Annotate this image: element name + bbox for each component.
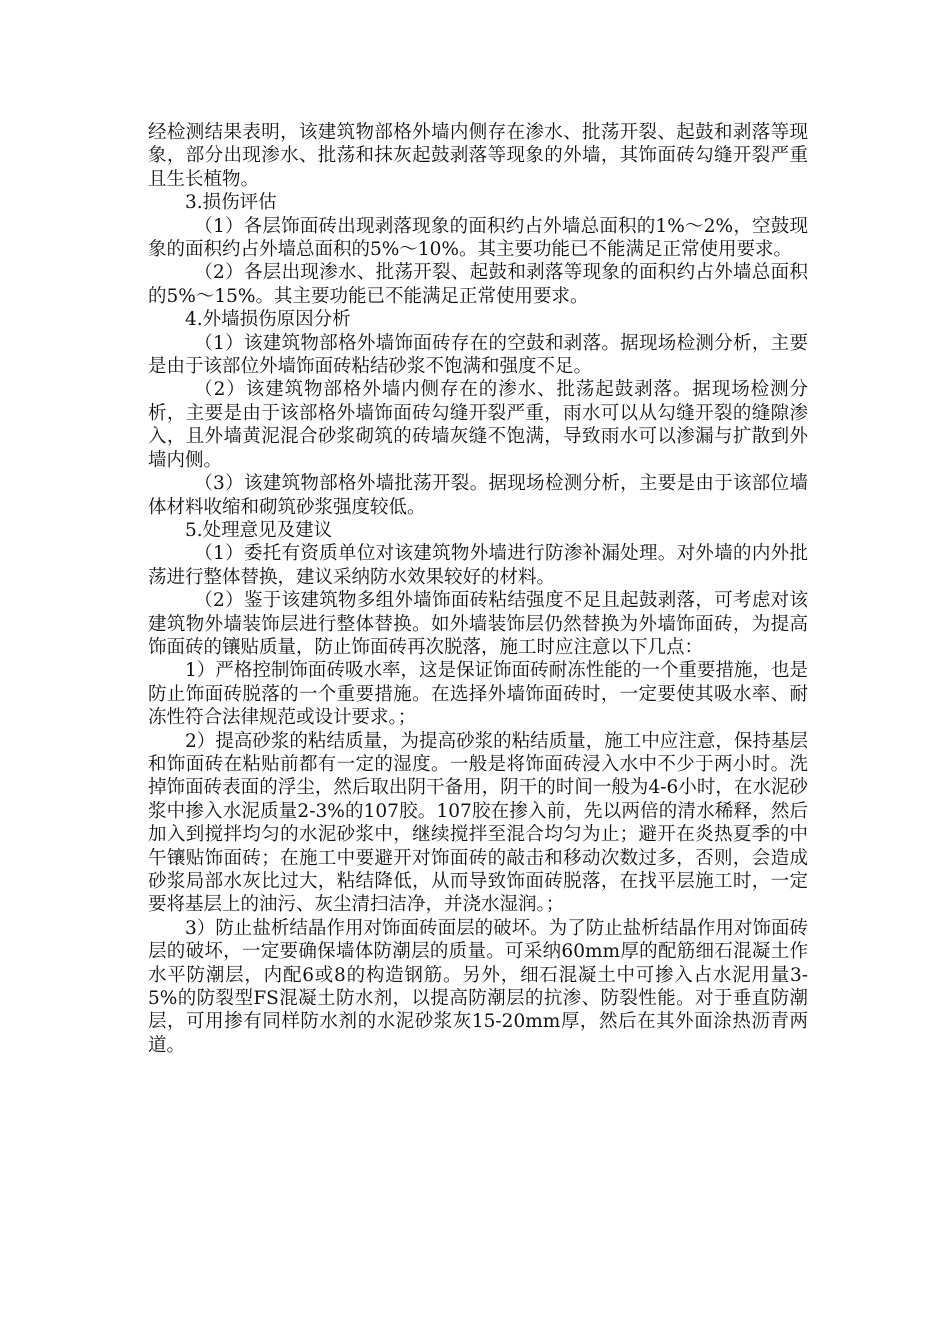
paragraph-point-2: 2）提高砂浆的粘结质量，为提高砂浆的粘结质量，施工中应注意，保持基层和饰面砖在粘贴前都有一定的湿度。一般是将饰面砖浸入水中不少于两小时。洗掉饰面砖表面的浮尘，然后取出阴干备用，阴干的时间一般为4-6小时，在水泥砂浆中掺入水泥质量2-3%的107胶。107胶在掺入前，先以两倍的清水稀释，然后加入到搅拌均匀的水泥砂浆中，继续搅拌至混合均匀为止；避开在炎热夏季的中午镶贴饰面砖；在施工中要避开对饰面砖的敲击和移动次数过多，否则，会造成砂浆局部水灰比过大，粘结降低，从而导致饰面砖脱落，在找平层施工时，一定要将基层上的油污、灰尘清扫洁净，并浇水湿润。；: [148, 730, 808, 916]
paragraph-cause-3: （3）该建筑物部格外墙批荡开裂。据现场检测分析，主要是由于该部位墙体材料收缩和砌筑砂浆强度较低。: [148, 473, 808, 518]
paragraph-point-3: 3）防止盐析结晶作用对饰面砖面层的破坏。为了防止盐析结晶作用对饰面砖层的破坏，一定要确保墙体防潮层的质量。可采纳60mm厚的配筋细石混凝土作水平防潮层，内配6或8的构造钢筋。另外，细石混凝土中可掺入占水泥用量3-5%的防裂型FS混凝土防水剂，以提高防潮层的抗渗、防裂性能。对于垂直防潮层，可用掺有同样防水剂的水泥砂浆灰15-20mm厚，然后在其外面涂热沥青两道。: [148, 917, 808, 1056]
heading-recommendations: 5.处理意见及建议: [185, 519, 333, 541]
paragraph-recommendation-1: （1）委托有资质单位对该建筑物外墙进行防渗补漏处理。对外墙的内外批荡进行整体替换，建议采纳防水效果较好的材料。: [148, 543, 808, 588]
paragraph-recommendation-2: （2）鉴于该建筑物多组外墙饰面砖粘结强度不足且起鼓剥落，可考虑对该建筑物外墙装饰层进行整体替换。如外墙装饰层仍然替换为外墙饰面砖，为提高饰面砖的镶贴质量，防止饰面砖再次脱落，施工时应注意以下几点：: [148, 590, 808, 658]
heading-damage-assessment: 3.损伤评估: [185, 192, 277, 214]
heading-cause-analysis: 4.外墙损伤原因分析: [185, 309, 351, 331]
paragraph-inspection-result: 经检测结果表明，该建筑物部格外墙内侧存在渗水、批荡开裂、起鼓和剥落等现象，部分出现渗水、批荡和抹灰起鼓剥落等现象的外墙，其饰面砖勾缝开裂严重且生长植物。: [148, 122, 808, 190]
paragraph-cause-1: （1）该建筑物部格外墙饰面砖存在的空鼓和剥落。据现场检测分析，主要是由于该部位外墙饰面砖粘结砂浆不饱满和强度不足。: [148, 332, 808, 378]
document-body: [148, 121, 808, 1057]
paragraph-assessment-2: （2）各层出现渗水、批荡开裂、起鼓和剥落等现象的面积约占外墙总面积的5%～15%。其主要功能已不能满足正常使用要求。: [148, 262, 808, 307]
paragraph-cause-2: （2）该建筑物部格外墙内侧存在的渗水、批荡起鼓剥落。据现场检测分析，主要是由于该部格外墙饰面砖勾缝开裂严重，雨水可以从勾缝开裂的缝隙渗入，且外墙黄泥混合砂浆砌筑的砖墙灰缝不饱满，导致雨水可以渗漏与扩散到外墙内侧。: [148, 379, 808, 471]
paragraph-point-1: 1）严格控制饰面砖吸水率，这是保证饰面砖耐冻性能的一个重要措施，也是防止饰面砖脱落的一个重要措施。在选择外墙饰面砖时，一定要使其吸水率、耐冻性符合法律规范或设计要求。；: [148, 660, 808, 729]
paragraph-assessment-1: （1）各层饰面砖出现剥落现象的面积约占外墙总面积的1%～2%，空鼓现象的面积约占外墙总面积的5%～10%。其主要功能已不能满足正常使用要求。: [148, 215, 808, 261]
